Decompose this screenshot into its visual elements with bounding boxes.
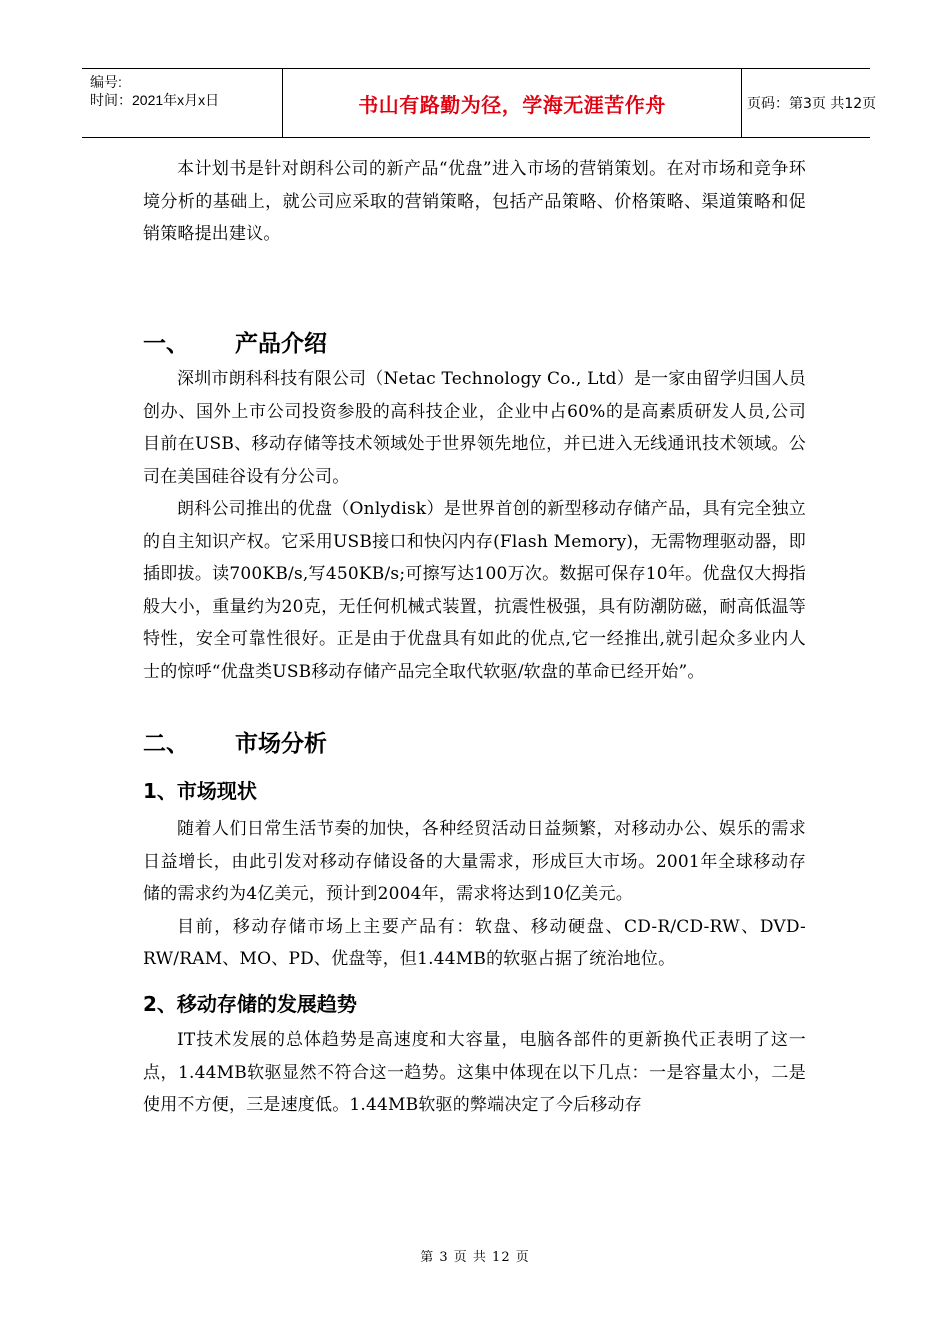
subsection-1-paragraph-2: 目前，移动存储市场上主要产品有：软盘、移动硬盘、CD-R/CD-RW、DVD-RW/RAM、MO、PD、优盘等，但1.44MB的软驱占据了统治地位。 <box>143 916 806 969</box>
section-1-paragraph-2: 朗科公司推出的优盘（Onlydisk）是世界首创的新型移动存储产品，具有完全独立的自主知识产权。它采用USB接口和快闪内存(Flash Memory)，无需物理驱动器，即插即拔。读700KB/s,写450KB/s;可擦写达100万次。数据可保存10年。优盘仅大拇指般大小，重量约为20克，无任何机械式装置，抗震性极强，具有防潮防磁，耐高低温等特性，安全可靠性很好。正是由于优盘具有如此的优点,它一经推出,就引起众多业内人士的惊呼“优盘类USB移动存储产品完全取代软驱/软盘的革命已经开始”。 <box>143 499 806 682</box>
subsection-1-paragraph-1: 随着人们日常生活节奏的加快，各种经贸活动日益频繁，对移动办公、娱乐的需求日益增长，由此引发对移动存储设备的大量需求，形成巨大市场。2001年全球移动存储的需求约为4亿美元，预计到2004年，需求将达到10亿美元。 <box>143 819 806 904</box>
section-1-title: 产品介绍 <box>235 330 327 357</box>
section-1-paragraph-1: 深圳市朗科科技有限公司（Netac Technology Co., Ltd）是一家由留学归国人员创办、国外上市公司投资参股的高科技企业，企业中占60%的是高素质研发人员,公司目前在USB、移动存储等技术领域处于世界领先地位，并已进入无线通讯技术领域。公司在美国硅谷设有分公司。 <box>143 369 806 487</box>
section-1-number: 一、 <box>143 330 189 357</box>
subsection-2-heading: 2、移动存储的发展趋势 <box>143 991 357 1016</box>
header-motto-cell <box>282 69 742 137</box>
section-2-number: 二、 <box>143 731 189 757</box>
section-2-title: 市场分析 <box>235 731 327 757</box>
page-header <box>82 68 877 138</box>
code-label: 编号: <box>90 74 122 90</box>
subsection-1-heading: 1、市场现状 <box>143 778 257 803</box>
time-label: 时间：2021年x月x日 <box>90 92 220 108</box>
page-footer: 第 3 页 共 12 页 <box>420 1250 530 1265</box>
section-1-heading <box>143 328 806 361</box>
header-meta <box>82 69 282 137</box>
document-body <box>143 153 806 1122</box>
motto: 书山有路勤为径，学海无涯苦作舟 <box>358 92 666 117</box>
subsection-2-paragraph-1: IT技术发展的总体趋势是高速度和大容量，电脑各部件的更新换代正表明了这一点，1.44MB软驱显然不符合这一趋势。这集中体现在以下几点：一是容量太小，二是使用不方便，三是速度低。1.44MB软驱的弊端决定了今后移动存 <box>143 1030 806 1115</box>
section-2-heading <box>143 728 806 761</box>
intro-paragraph: 本计划书是针对朗科公司的新产品“优盘”进入市场的营销策划。在对市场和竞争环境分析的基础上，就公司应采取的营销策略，包括产品策略、价格策略、渠道策略和促销策略提出建议。 <box>143 159 806 244</box>
page-number-label: 页码：第3页 共12页 <box>747 96 877 112</box>
